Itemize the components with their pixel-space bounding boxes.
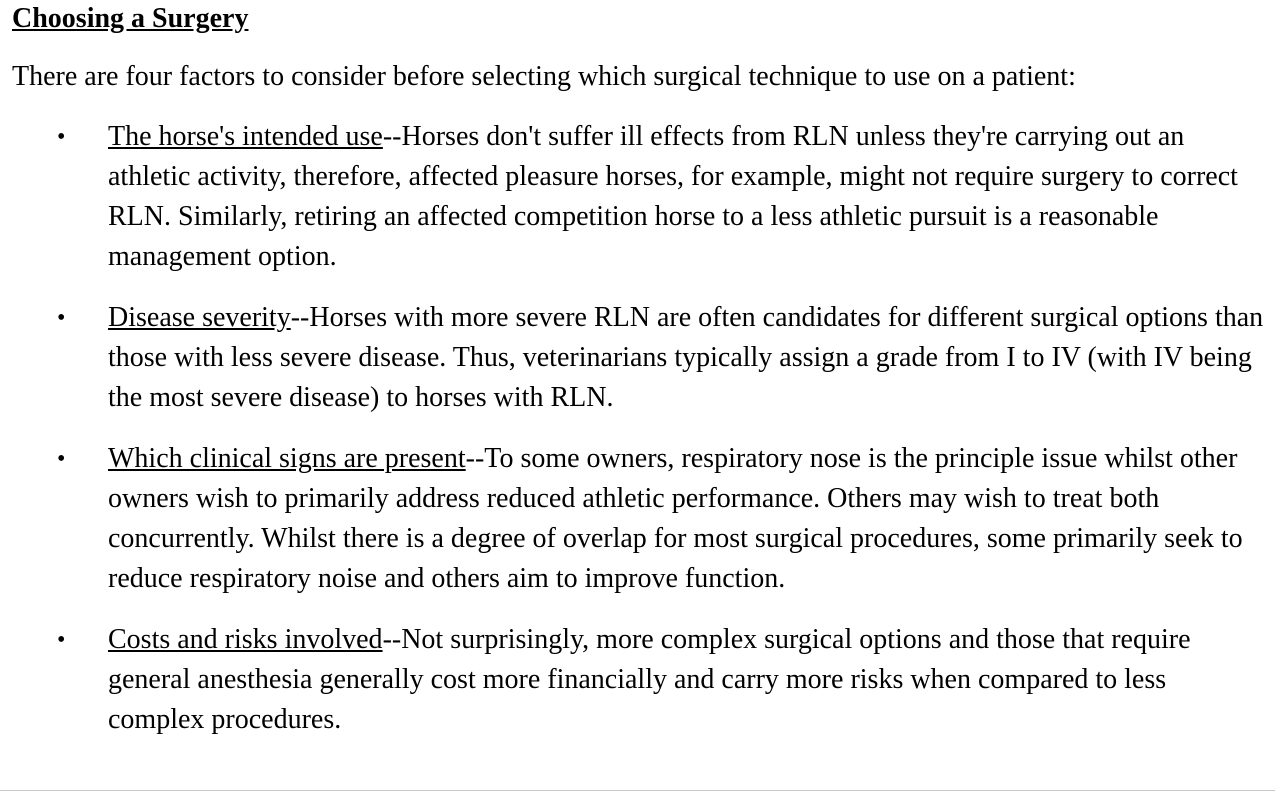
factor-description: --To some owners, respiratory nose is the principle issue whilst other owners wish to primarily address reduced athletic performance. Others may wish to treat both concurrently. Whilst there is a degree of overlap for most surgical procedures, some primarily seek to reduce respiratory noise and others aim to improve function. (108, 443, 1243, 594)
bullet-icon: • (57, 627, 66, 653)
list-item (12, 117, 1267, 277)
factor-description: --Horses don't suffer ill effects from RLN unless they're carrying out an athletic activity, therefore, affected pleasure horses, for example, might not require surgery to correct RLN. Similarly, retiring an affected competition horse to a less athletic pursuit is a reasonable management option. (108, 121, 1238, 272)
bullet-icon: • (57, 124, 66, 150)
section-heading: Choosing a Surgery (12, 3, 249, 34)
intro-paragraph: There are four factors to consider before selecting which surgical technique to use on a patient: (12, 61, 1076, 92)
list-item (12, 439, 1267, 599)
factor-description: --Horses with more severe RLN are often candidates for different surgical options than those with less severe disease. Thus, veterinarians typically assign a grade from I to IV (with IV being the most severe disease) to horses with RLN. (108, 302, 1264, 413)
factor-description: --Not surprisingly, more complex surgical options and those that require general anesthesia generally cost more financially and carry more risks when compared to less complex procedures. (108, 624, 1191, 735)
bullet-icon: • (57, 305, 66, 331)
factor-term: Disease severity (108, 302, 291, 333)
document-page (12, 0, 1267, 761)
bullet-icon: • (57, 446, 66, 472)
factors-list (12, 117, 1267, 740)
factor-term: Which clinical signs are present (108, 443, 466, 474)
list-item (12, 298, 1267, 418)
list-item (12, 620, 1267, 740)
bottom-divider (0, 790, 1275, 791)
factor-term: Costs and risks involved (108, 624, 383, 655)
factor-term: The horse's intended use (108, 121, 383, 152)
